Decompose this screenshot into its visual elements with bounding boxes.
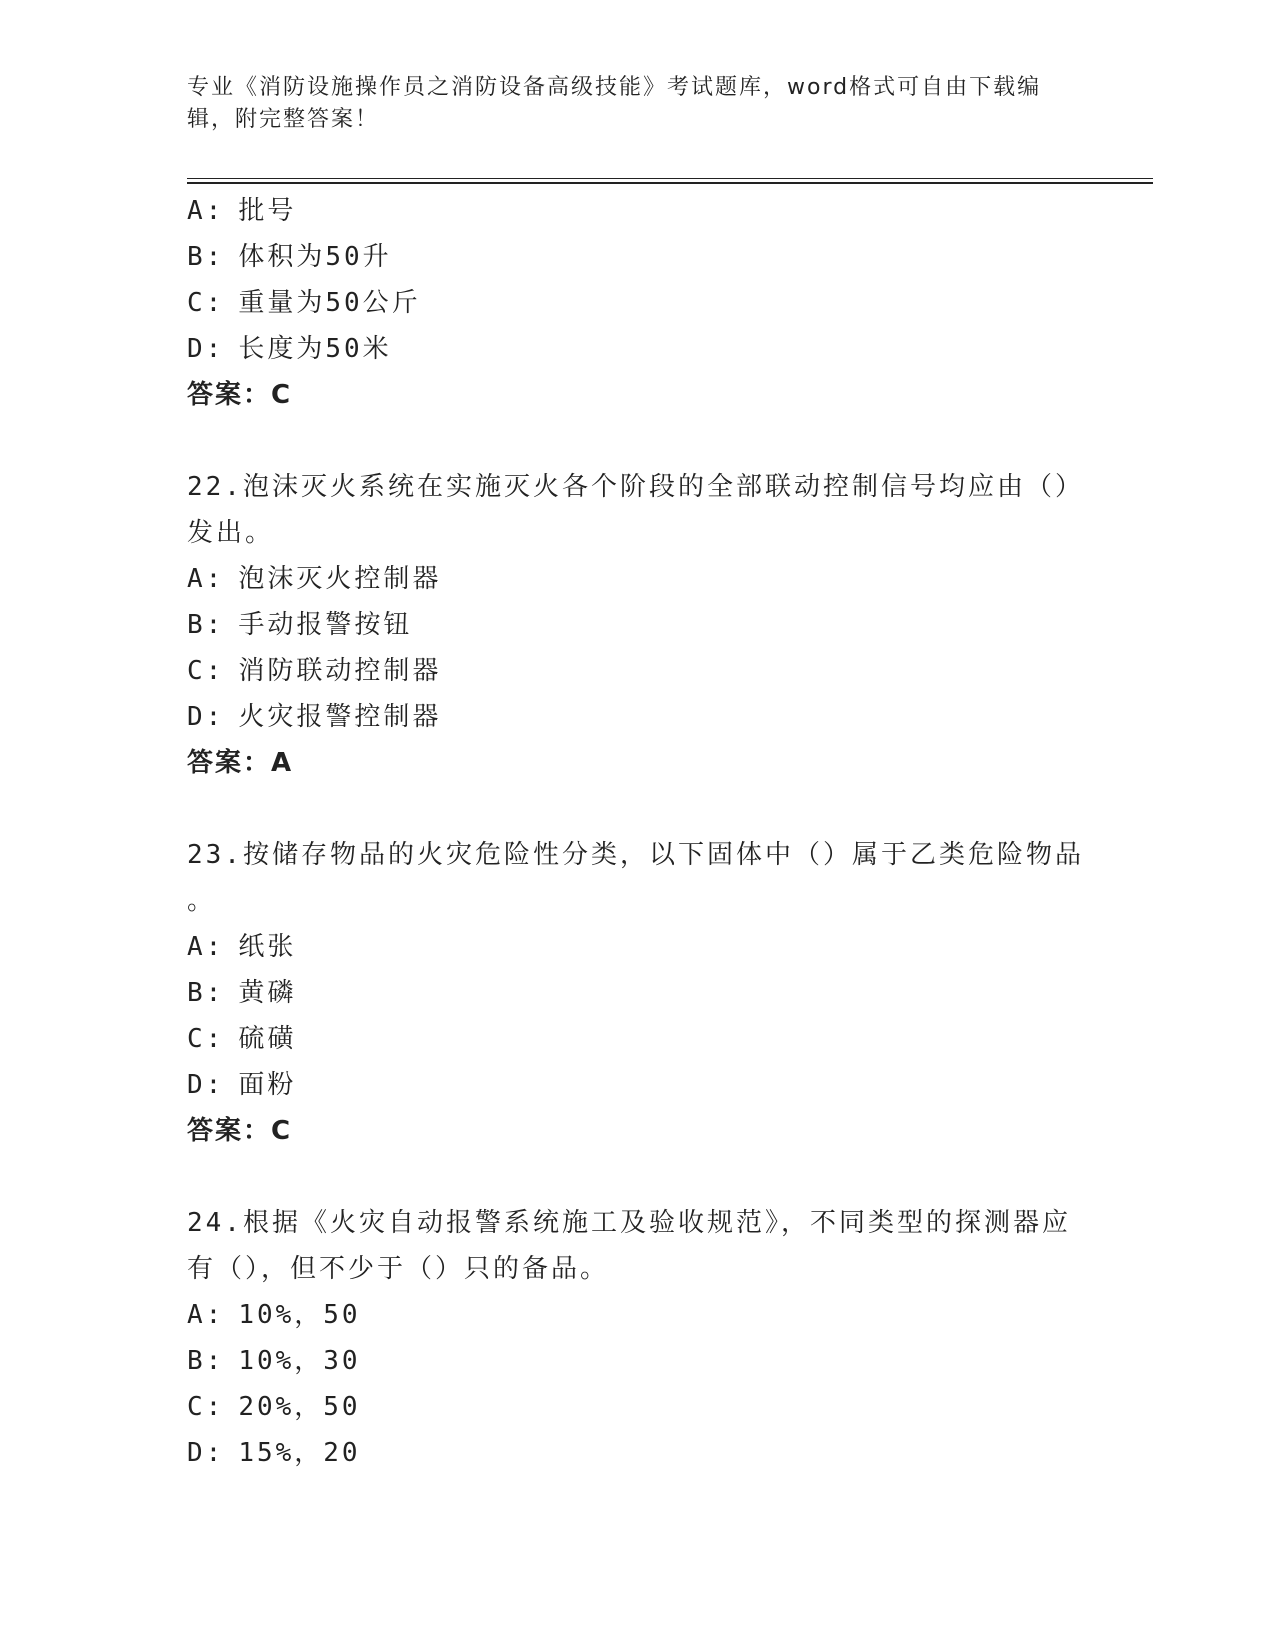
answer-line: 答案：A — [187, 748, 294, 778]
option-c: C: 消防联动控制器 — [187, 656, 442, 686]
option-b: B: 10%，30 — [187, 1346, 361, 1376]
option-c: C: 重量为50公斤 — [187, 288, 421, 318]
question-stem-continued: 有（），但不少于（）只的备品。 — [187, 1254, 610, 1284]
question-stem: 23.按储存物品的火灾危险性分类，以下固体中（）属于乙类危险物品 — [187, 840, 1084, 870]
option-a: A: 纸张 — [187, 932, 297, 962]
question-stem: 24.根据《火灾自动报警系统施工及验收规范》，不同类型的探测器应 — [187, 1208, 1071, 1238]
question-stem: 22.泡沫灭火系统在实施灭火各个阶段的全部联动控制信号均应由（） — [187, 472, 1084, 502]
question-list — [187, 188, 1087, 1476]
question-23 — [187, 832, 1087, 1154]
option-c: C: 硫磺 — [187, 1024, 297, 1054]
question-stem-continued: 。 — [187, 886, 217, 916]
answer-line: 答案：C — [187, 380, 293, 410]
header-divider-top — [187, 178, 1153, 179]
option-a: A: 泡沫灭火控制器 — [187, 564, 442, 594]
document-header: 专业《消防设施操作员之消防设备高级技能》考试题库，word格式可自由下载编辑，附完整答案！ — [187, 75, 1042, 132]
option-d: D: 面粉 — [187, 1070, 297, 1100]
option-d: D: 15%，20 — [187, 1438, 361, 1468]
option-a: A: 批号 — [187, 196, 297, 226]
option-b: B: 体积为50升 — [187, 242, 392, 272]
header-divider-bottom — [187, 182, 1153, 184]
option-c: C: 20%，50 — [187, 1392, 361, 1422]
option-b: B: 手动报警按钮 — [187, 610, 413, 640]
option-d: D: 长度为50米 — [187, 334, 392, 364]
question-22 — [187, 464, 1087, 786]
option-d: D: 火灾报警控制器 — [187, 702, 442, 732]
option-a: A: 10%，50 — [187, 1300, 361, 1330]
answer-line: 答案：C — [187, 1116, 293, 1146]
question-21 — [187, 188, 1087, 418]
option-b: B: 黄磷 — [187, 978, 297, 1008]
question-stem-continued: 发出。 — [187, 518, 275, 548]
question-24 — [187, 1200, 1087, 1476]
